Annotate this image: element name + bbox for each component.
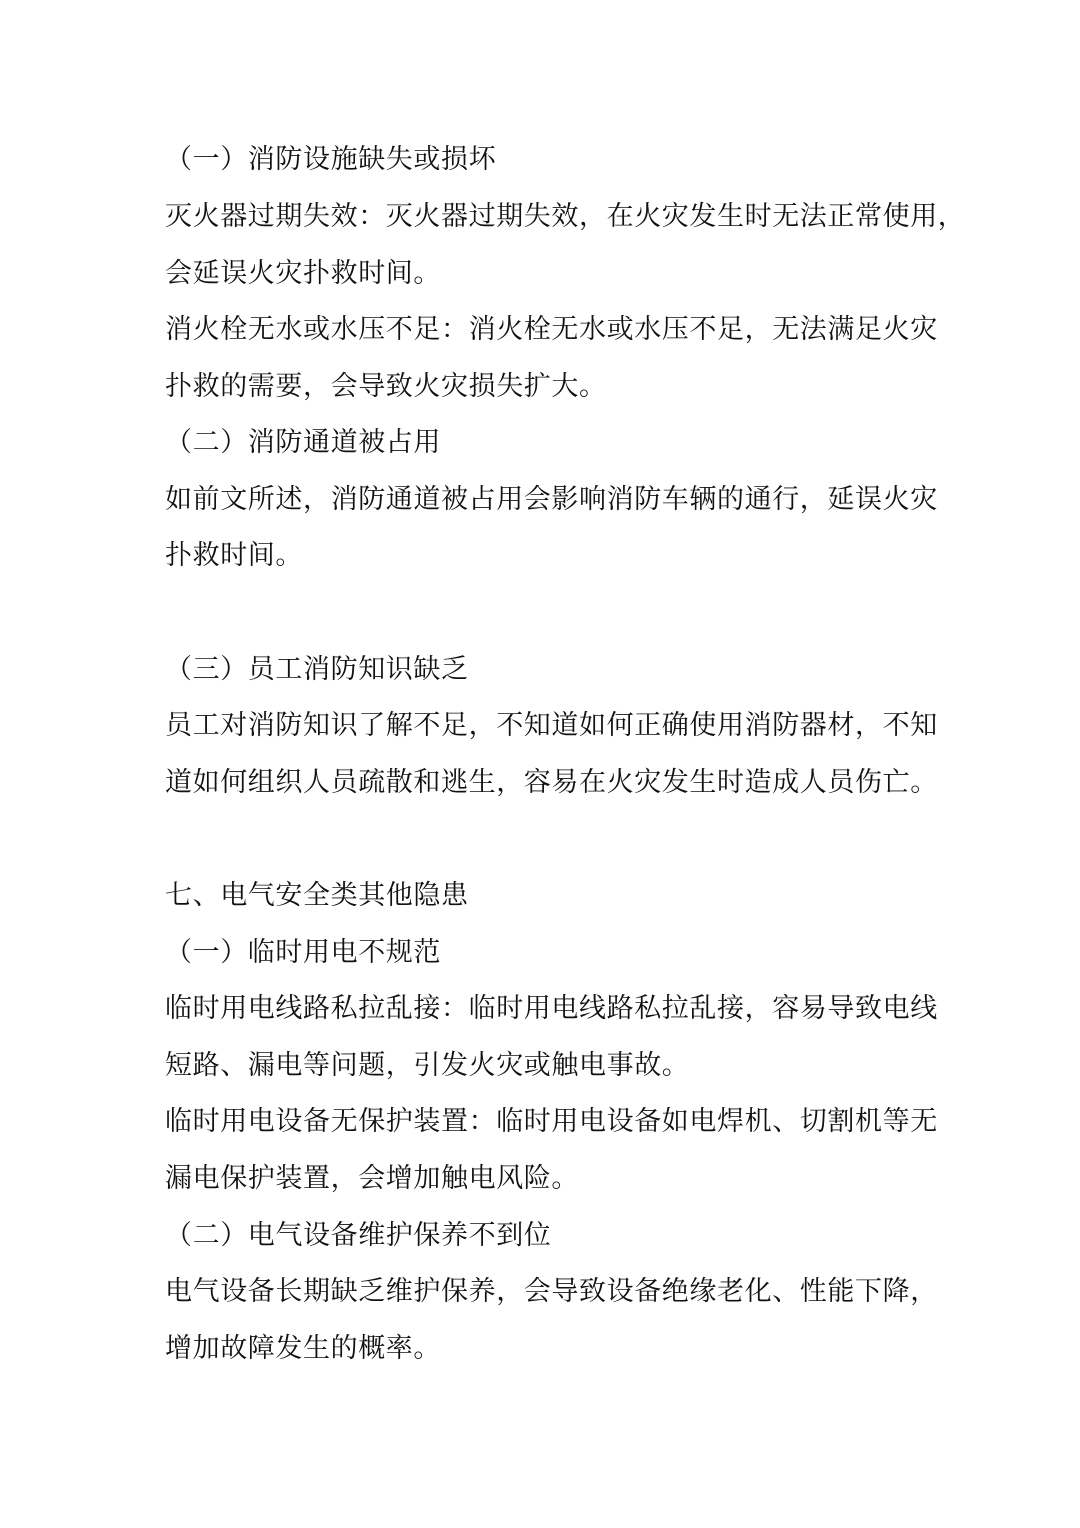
paragraph-line: 增加故障发生的概率。 <box>165 1333 441 1364</box>
section-title-electrical: 七、电气安全类其他隐患 <box>165 880 469 911</box>
paragraph-line: 漏电保护装置，会增加触电风险。 <box>165 1163 579 1194</box>
subheading-temporary-power: （一）临时用电不规范 <box>165 937 441 968</box>
paragraph-line: 短路、漏电等问题，引发火灾或触电事故。 <box>165 1050 690 1081</box>
paragraph-line: 会延误火灾扑救时间。 <box>165 258 441 289</box>
paragraph-line: 如前文所述，消防通道被占用会影响消防车辆的通行，延误火灾 <box>165 484 938 515</box>
paragraph-line: 灭火器过期失效：灭火器过期失效，在火灾发生时无法正常使用， <box>165 201 966 232</box>
paragraph-line: 扑救时间。 <box>165 540 303 571</box>
paragraph-line: 扑救的需要，会导致火灾损失扩大。 <box>165 371 607 402</box>
paragraph-line: 临时用电设备无保护装置：临时用电设备如电焊机、切割机等无 <box>165 1106 938 1137</box>
paragraph-line: 电气设备长期缺乏维护保养，会导致设备绝缘老化、性能下降， <box>165 1276 938 1307</box>
paragraph-line: 消火栓无水或水压不足：消火栓无水或水压不足，无法满足火灾 <box>165 314 938 345</box>
paragraph-line: 员工对消防知识了解不足，不知道如何正确使用消防器材，不知 <box>165 710 938 741</box>
subheading-fire-lane-occupied: （二）消防通道被占用 <box>165 427 441 458</box>
paragraph-line: 道如何组织人员疏散和逃生，容易在火灾发生时造成人员伤亡。 <box>165 767 938 798</box>
subheading-facilities-missing: （一）消防设施缺失或损坏 <box>165 144 497 175</box>
subheading-staff-knowledge: （三）员工消防知识缺乏 <box>165 654 469 685</box>
subheading-maintenance: （二）电气设备维护保养不到位 <box>165 1220 552 1251</box>
paragraph-line: 临时用电线路私拉乱接：临时用电线路私拉乱接，容易导致电线 <box>165 993 938 1024</box>
